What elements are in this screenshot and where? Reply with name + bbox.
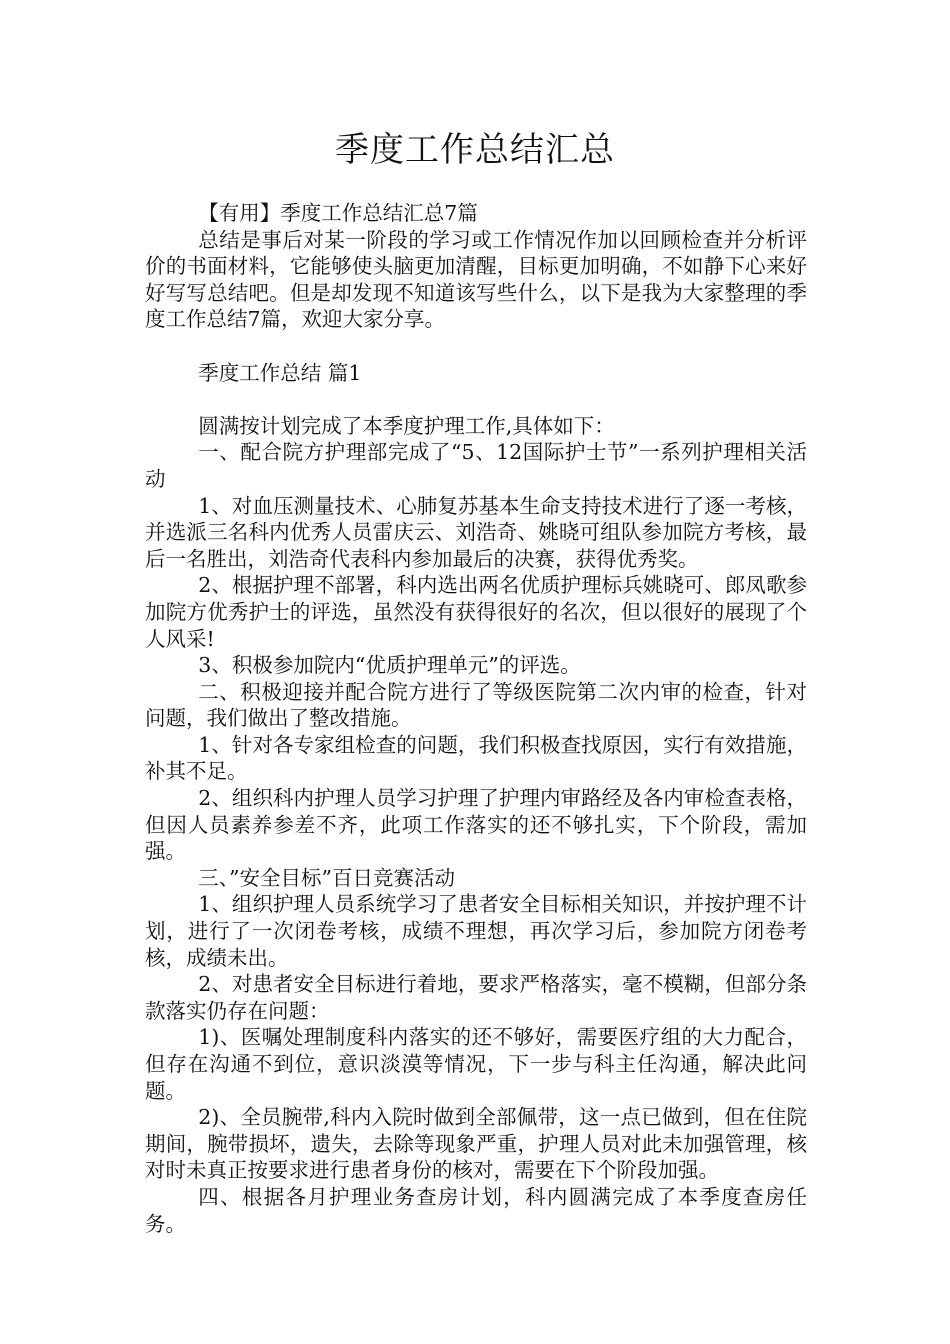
paragraph: 3、积极参加院内“优质护理单元”的评选。 [198,653,581,678]
paragraph: 三、”安全目标”百日竞赛活动 [198,865,456,890]
document-body [145,200,807,1237]
paragraph: 2、组织科内护理人员学习护理了护理内审路经及各内审检查表格，但因人员素养参差不齐，此项工作落实的还不够扎实，下个阶段，需加强。 [145,786,807,864]
paragraph: 1、针对各专家组检查的问题，我们积极查找原因，实行有效措施，补其不足。 [145,732,807,784]
paragraph: 1、组织护理人员系统学习了患者安全目标相关知识，并按护理不计划，进行了一次闭卷考核，成绩不理想，再次学习后，参加院方闭卷考核，成绩未出。 [145,892,807,970]
paragraph: 1)、医嘱处理制度科内落实的还不够好，需要医疗组的大力配合，但存在沟通不到位，意识淡漠等情况，下一步与科主任沟通，解决此问题。 [145,1025,807,1103]
paragraph: 2)、全员腕带,科内入院时做到全部佩带，这一点已做到，但在住院期间，腕带损坏，遗失，去除等现象严重，护理人员对此未加强管理，核对时未真正按要求进行患者身份的核对，需要在下个阶段加强。 [145,1105,807,1183]
paragraph-intro: 总结是事后对某一阶段的学习或工作情况作加以回顾检查并分析评价的书面材料，它能够使头脑更加清醒，目标更加明确，不如静下心来好好写写总结吧。但是却发现不知道该写些什么，以下是我为大家整理的季度工作总结7篇，欢迎大家分享。 [145,227,807,332]
section-heading: 季度工作总结 篇1 [198,360,362,385]
paragraph: 二、积极迎接并配合院方进行了等级医院第二次内审的检查，针对问题，我们做出了整改措施。 [145,679,807,731]
paragraph: 2、对患者安全目标进行着地，要求严格落实，毫不模糊，但部分条款落实仍存在问题： [145,972,807,1023]
paragraph: 1、对血压测量技术、心肺复苏基本生命支持技术进行了逐一考核，并选派三名科内优秀人员雷庆云、刘浩奇、姚晓可组队参加院方考核，最后一名胜出，刘浩奇代表科内参加最后的决赛，获得优秀奖。 [145,493,807,571]
document-title: 季度工作总结汇总 [335,130,615,170]
paragraph: 2、根据护理不部署，科内选出两名优质护理标兵姚晓可、郎凤歌参加院方优秀护士的评选，虽然没有获得很好的名次，但以很好的展现了个人风采! [145,573,807,651]
paragraph-subtitle: 【有用】季度工作总结汇总7篇 [198,201,478,225]
paragraph: 四、根据各月护理业务查房计划，科内圆满完成了本季度查房任务。 [145,1184,807,1236]
paragraph: 圆满按计划完成了本季度护理工作,具体如下： [198,413,615,438]
paragraph: 一、配合院方护理部完成了“5、12国际护士节”一系列护理相关活动 [145,440,807,491]
